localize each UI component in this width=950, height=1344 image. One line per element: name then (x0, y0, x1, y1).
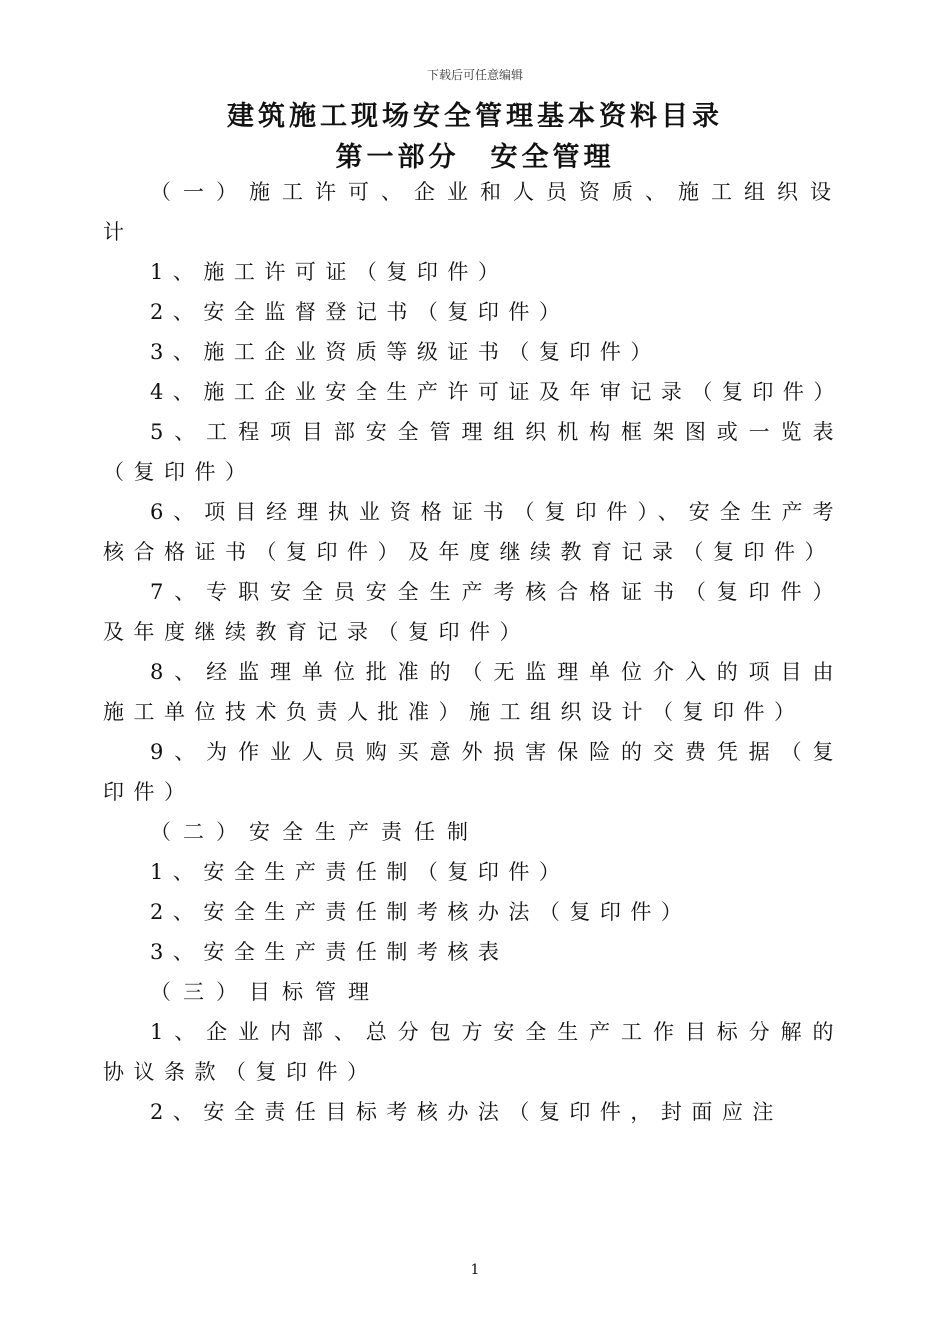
list-item: 2、安全生产责任制考核办法（复印件） (150, 900, 692, 924)
part-title: 第一部分 安全管理 (335, 142, 615, 173)
list-item: 1、安全生产责任制（复印件） (150, 860, 570, 884)
list-item: 3、安全生产责任制考核表 (150, 940, 509, 964)
page-number: 1 (470, 1262, 480, 1278)
section-heading-2: （二）安全生产责任制 (150, 820, 480, 844)
header-note: 下载后可任意编辑 (426, 68, 523, 82)
document-body (103, 172, 843, 1132)
list-item: 2、安全监督登记书（复印件） (150, 300, 570, 324)
section-heading-1: （一）施工许可、企业和人员资质、施工组织设计 (103, 180, 843, 244)
list-item: 4、施工企业安全生产许可证及年审记录（复印件） (150, 380, 844, 404)
list-item: 5、工程项目部安全管理组织机构框架图或一览表（复印件） (103, 420, 843, 484)
list-item: 1、企业内部、总分包方安全生产工作目标分解的协议条款（复印件） (103, 1020, 843, 1084)
list-item: 9、为作业人员购买意外损害保险的交费凭据（复印件） (103, 740, 843, 804)
list-item: 3、施工企业资质等级证书（复印件） (150, 340, 661, 364)
list-item: 6、项目经理执业资格证书（复印件）、安全生产考核合格证书（复印件）及年度继续教育记录（复印件） (103, 500, 843, 564)
section-heading-3: （三）目标管理 (150, 980, 381, 1004)
list-item: 7、专职安全员安全生产考核合格证书（复印件）及年度继续教育记录（复印件） (103, 580, 843, 644)
document-title: 建筑施工现场安全管理基本资料目录 (227, 101, 723, 132)
list-item: 2、安全责任目标考核办法（复印件，封面应注 (150, 1100, 783, 1124)
list-item: 8、经监理单位批准的（无监理单位介入的项目由施工单位技术负责人批准）施工组织设计（复印件） (103, 660, 843, 724)
list-item: 1、施工许可证（复印件） (150, 260, 509, 284)
